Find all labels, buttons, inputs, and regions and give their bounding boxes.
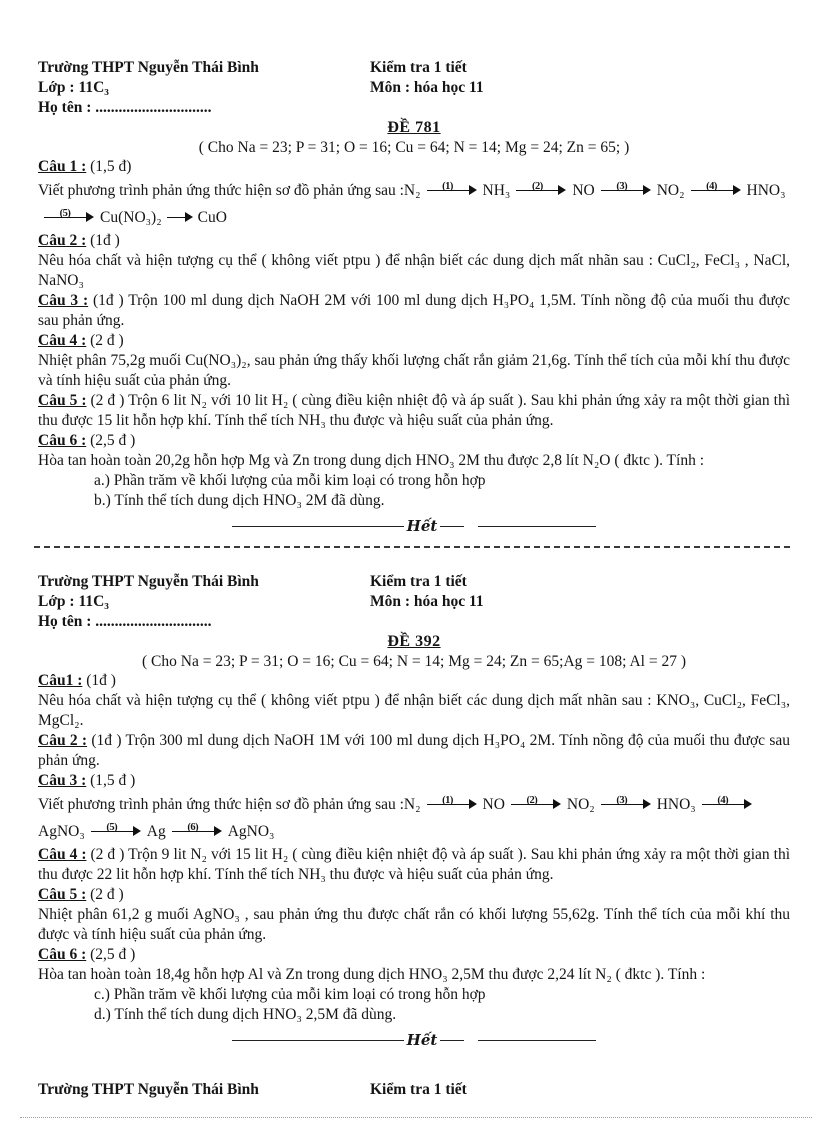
chemical-formula: N₂	[403, 796, 421, 813]
end-marker-line	[478, 526, 596, 527]
question-label: Câu 3 :	[38, 292, 89, 309]
test-type: Kiểm tra 1 tiết	[370, 573, 467, 590]
atomic-masses: ( Cho Na = 23; P = 31; O = 16; Cu = 64; N = 14; Mg = 24; Zn = 65;Ag = 108; Al = 27 )	[142, 653, 686, 670]
arrow-step-label: (5)	[59, 208, 71, 219]
reaction-arrow	[427, 795, 477, 810]
exam-header	[38, 58, 790, 118]
arrow-step-label: (4)	[706, 181, 717, 192]
student-name-line: Họ tên : ..............................	[38, 99, 212, 116]
reaction-arrow	[516, 181, 566, 196]
exam-header-right	[370, 572, 790, 632]
question-body: Trộn 300 ml dung dịch NaOH 1M với 100 ml dung dịch H₃PO₄ 2M. Tính nồng độ của muối thu được sau phản ứng.	[38, 732, 791, 769]
question-head	[38, 331, 790, 351]
atomic-masses: ( Cho Na = 23; P = 31; O = 16; Cu = 64; N = 14; Mg = 24; Zn = 65; )	[198, 139, 630, 156]
question-label: Câu 6 :	[38, 946, 87, 963]
reaction-arrow	[511, 795, 561, 810]
school-name: Trường THPT Nguyễn Thái Bình	[38, 1081, 259, 1098]
chemical-formula: NO₂	[656, 182, 685, 199]
question-head	[38, 771, 790, 791]
exam-header	[38, 572, 790, 632]
reaction-arrow	[167, 208, 193, 223]
reaction-arrow	[691, 181, 741, 196]
exam-code-title: ĐỀ 781	[387, 119, 441, 136]
arrow-step-label: (1)	[442, 181, 453, 192]
chemical-formula: NO	[482, 796, 505, 813]
question-points: (1,5 đ)	[90, 158, 132, 175]
subject-line: Môn : hóa học 11	[370, 593, 484, 610]
end-marker	[38, 1029, 790, 1051]
question-points: (2 đ )	[90, 332, 124, 349]
question-points: (2,5 đ )	[90, 946, 136, 963]
sub-item: a.) Phần trăm về khối lượng của mỗi kim loại có trong hỗn hợp	[94, 472, 486, 489]
question-head	[38, 231, 790, 251]
question-body: Nhiệt phân 75,2g muối Cu(NO₃)₂, sau phản ứng thấy khối lượng chất rắn giảm 21,6g. Tính thể tích của mỗi khí thu được và tính hiệu suất của phản ứng.	[38, 352, 790, 389]
question-points: (2 đ )	[90, 886, 124, 903]
school-name: Trường THPT Nguyễn Thái Bình	[38, 573, 259, 590]
arrow-step-label: (2)	[531, 181, 543, 192]
chemical-formula: N₂	[403, 182, 421, 199]
question-points: (2 đ )	[90, 846, 125, 863]
question-label: Câu 5 :	[38, 886, 87, 903]
chemical-formula: NO	[572, 182, 595, 199]
question-body: Hòa tan hoàn toàn 18,4g hỗn hợp Al và Zn trong dung dịch HNO₃ 2,5M thu được 2,24 lít N₂ ( đktc ). Tính :	[38, 966, 706, 983]
question-inline	[38, 391, 790, 431]
question-body	[38, 791, 790, 845]
chemical-formula: NO₂	[566, 796, 595, 813]
arrow-step-label: (6)	[187, 822, 199, 833]
end-marker-line	[232, 1040, 404, 1041]
class-line: Lớp : 11C₃	[38, 79, 109, 96]
question-head	[38, 157, 790, 177]
reaction-arrow	[44, 208, 94, 223]
scheme-intro: Viết phương trình phản ứng thức hiện sơ đồ phản ứng sau :	[38, 796, 404, 813]
question-body: Nhiệt phân 61,2 g muối AgNO₃ , sau phản ứng thu được chất rắn có khối lượng 55,62g. Tính thể tích của mỗi khí thu được và tính hiệu suất của phản ứng.	[38, 906, 790, 943]
arrow-step-label: (3)	[616, 181, 628, 192]
question-body	[38, 177, 790, 231]
chemical-formula: Ag	[146, 823, 166, 840]
end-marker	[38, 515, 790, 537]
question-label: Câu1 :	[38, 672, 83, 689]
reaction-arrow	[427, 181, 477, 196]
arrow-step-label: (2)	[526, 795, 538, 806]
arrow-step-label: (1)	[442, 795, 453, 806]
class-line: Lớp : 11C₃	[38, 593, 109, 610]
question-head	[38, 431, 790, 451]
arrow-step-label: (5)	[106, 822, 118, 833]
sub-item: b.) Tính thể tích dung dịch HNO₃ 2M đã dùng.	[94, 492, 385, 509]
exam-section-392	[38, 572, 790, 1051]
exam-section-781	[38, 58, 790, 537]
sub-item: c.) Phần trăm về khối lượng của mỗi kim loại có trong hỗn hợp	[94, 986, 486, 1003]
reaction-arrow	[702, 795, 752, 810]
end-marker-line	[478, 1040, 596, 1041]
reaction-arrow	[601, 795, 651, 810]
question-label: Câu 4 :	[38, 846, 87, 863]
end-marker-word: Hết	[406, 517, 438, 535]
question-label: Câu 4 :	[38, 332, 87, 349]
test-type: Kiểm tra 1 tiết	[370, 59, 467, 76]
reaction-arrow	[601, 181, 651, 196]
question-body: Hòa tan hoàn toàn 20,2g hỗn hợp Mg và Zn trong dung dịch HNO₃ 2M thu được 2,8 lít N₂O ( đktc ). Tính :	[38, 452, 705, 469]
question-body: Trộn 100 ml dung dịch NaOH 2M với 100 ml dung dịch H₃PO₄ 1,5M. Tính nồng độ của muối thu được sau phản ứng.	[38, 292, 790, 329]
question-head	[38, 885, 790, 905]
sub-item: d.) Tính thể tích dung dịch HNO₃ 2,5M đã dùng.	[94, 1006, 397, 1023]
question-label: Câu 3 :	[38, 772, 87, 789]
question-points: (1,5 đ )	[90, 772, 136, 789]
exam-code-title: ĐỀ 392	[387, 633, 441, 650]
question-body: Nêu hóa chất và hiện tượng cụ thể ( không viết ptpu ) để nhận biết các dung dịch mất nhãn sau : KNO₃, CuCl₂, FeCl₃, MgCl₂.	[38, 692, 790, 729]
end-marker-word: Hết	[406, 1031, 438, 1049]
school-name: Trường THPT Nguyễn Thái Bình	[38, 59, 259, 76]
end-marker-line	[232, 526, 404, 527]
question-inline	[38, 291, 790, 331]
chemical-formula: NH₃	[482, 182, 511, 199]
question-points: (1đ )	[90, 232, 120, 249]
question-points: (2,5 đ )	[90, 432, 136, 449]
exam-header-right	[370, 58, 790, 118]
section-divider	[34, 546, 790, 548]
question-points: (1đ )	[92, 292, 124, 309]
question-head	[38, 945, 790, 965]
reaction-arrow	[172, 822, 222, 837]
reaction-arrow	[91, 822, 141, 837]
question-inline	[38, 731, 790, 771]
question-label: Câu 2 :	[38, 232, 87, 249]
question-label: Câu 6 :	[38, 432, 87, 449]
question-label: Câu 1 :	[38, 158, 87, 175]
student-name-line: Họ tên : ..............................	[38, 613, 212, 630]
exam-header-left	[38, 572, 370, 632]
test-type: Kiểm tra 1 tiết	[370, 1081, 467, 1098]
chemical-formula: HNO₃	[746, 182, 786, 199]
question-inline	[38, 845, 790, 885]
chemical-formula: AgNO₃	[227, 823, 275, 840]
question-label: Câu 5 :	[38, 392, 87, 409]
arrow-step-label: (3)	[616, 795, 628, 806]
subject-line: Môn : hóa học 11	[370, 79, 484, 96]
question-body: Trộn 9 lit N₂ với 15 lit H₂ ( cùng điều kiện nhiệt độ và áp suất ). Sau khi phản ứng xảy ra một thời gian thì thu được 22 lit hỗn hợp khí. Tính thể tích NH₃ thu được và hiệu suất của phản ứng.	[38, 846, 791, 883]
page-bottom-dotted-line	[20, 1117, 812, 1118]
question-label: Câu 2 :	[38, 732, 88, 749]
chemical-formula: CuO	[197, 209, 227, 226]
question-body: Trộn 6 lit N₂ với 10 lit H₂ ( cùng điều kiện nhiệt độ và áp suất ). Sau khi phản ứng xảy ra một thời gian thì thu được 15 lit hỗn hợp khí. Tính thể tích NH₃ thu được và hiệu suất của phản ứng.	[38, 392, 791, 429]
question-head	[38, 671, 790, 691]
scheme-intro: Viết phương trình phản ứng thức hiện sơ đồ phản ứng sau :	[38, 182, 404, 199]
end-marker-dash	[440, 526, 464, 527]
chemical-formula: Cu(NO₃)₂	[100, 209, 162, 226]
page-footer	[38, 1081, 790, 1099]
question-points: (1đ )	[91, 732, 122, 749]
question-points: (1đ )	[86, 672, 116, 689]
question-body: Nêu hóa chất và hiện tượng cụ thể ( không viết ptpu ) để nhận biết các dung dịch mất nhãn sau : CuCl₂, FeCl₃ , NaCl, NaNO₃	[38, 252, 790, 289]
chemical-formula: HNO₃	[656, 796, 696, 813]
question-points: (2 đ )	[90, 392, 125, 409]
end-marker-dash	[440, 1040, 464, 1041]
arrow-step-label: (4)	[717, 795, 729, 806]
exam-header-left	[38, 58, 370, 118]
chemical-formula: AgNO₃	[38, 823, 85, 840]
